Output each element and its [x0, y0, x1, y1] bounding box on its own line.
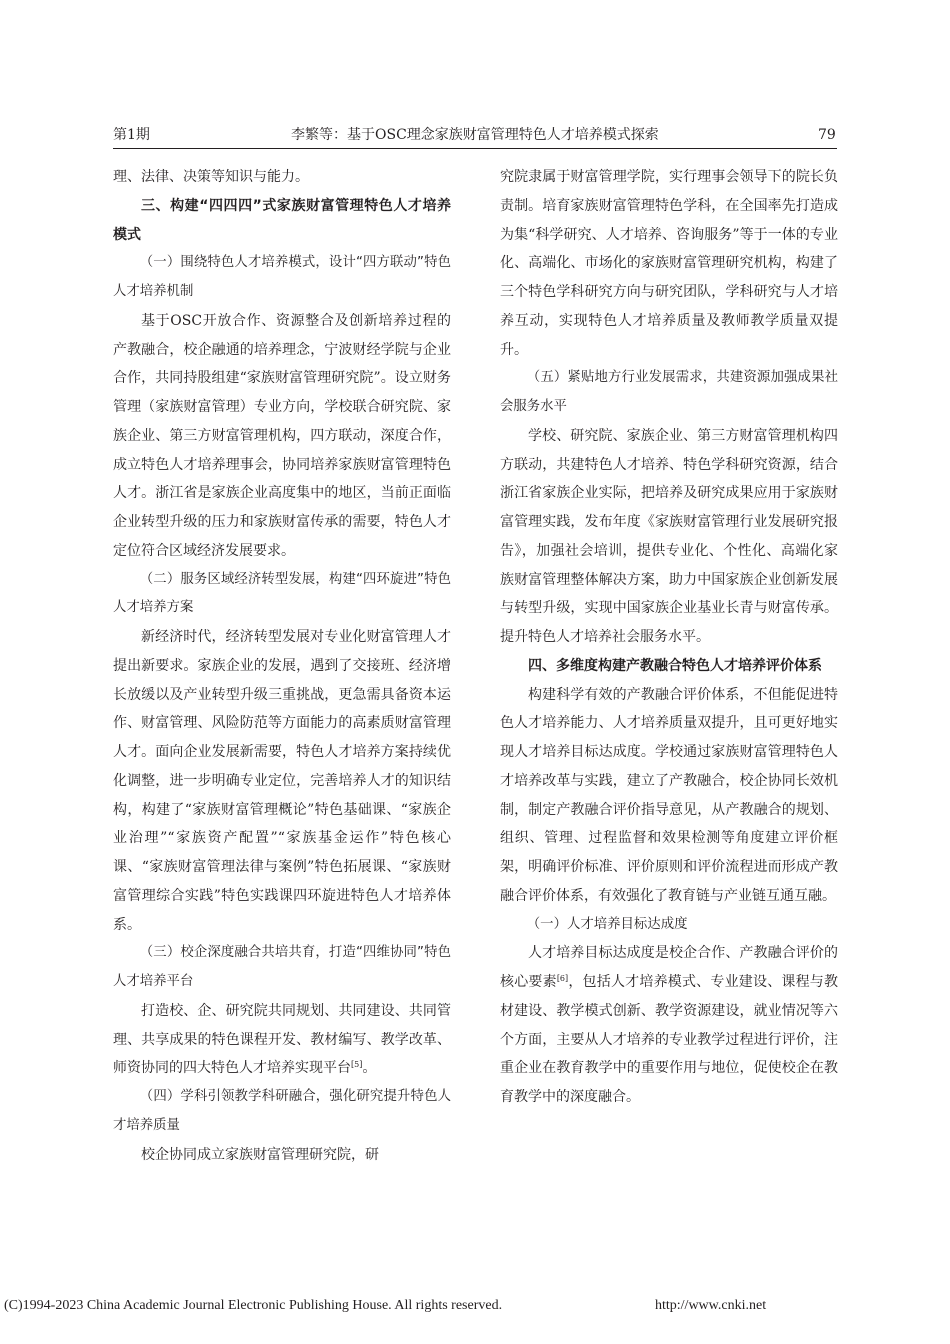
paragraph-text: 打造校、企、研究院共同规划、共同建设、共同管理、共享成果的特色课程开发、教材编写、教学改革、师资协同的四大特色人才培养实现平台	[113, 1002, 451, 1077]
subsection-heading-2: （二）服务区域经济转型发展，构建“四环旋进”特色人才培养方案	[113, 571, 451, 616]
subsection-heading-3: （三）校企深度融合共培共育，打造“四维协同”特色人才培养平台	[113, 945, 451, 989]
source-url[interactable]: http://www.cnki.net	[655, 1298, 767, 1313]
paragraph	[500, 939, 838, 1112]
section-heading-4: 四、多维度构建产教融合特色人才培养评价体系	[528, 657, 822, 674]
paragraph: 构建科学有效的产教融合评价体系，不但能促进特色人才培养能力、人才培养质量双提升，且可更好地实现人才培养目标达成度。学校通过家族财富管理特色人才培养改革与实践，建立了产教融合，校企协同长效机制，制定产教融合评价指导意见，从产教融合的规划、组织、管理、过程监督和效果检测等角度建立评价框架，明确评价标准、评价原则和评价流程进而形成产教融合评价体系，有效强化了教育链与产业链互通互融。	[500, 686, 838, 904]
running-title: 李繁等：基于OSC理念家族财富管理特色人才培养模式探索	[291, 127, 659, 143]
paragraph-text-end: 。	[362, 1060, 377, 1077]
journal-issue: 第1期	[113, 127, 150, 143]
paragraph: 新经济时代，经济转型发展对专业化财富管理人才提出新要求。家族企业的发展，遇到了交接班、经济增长放缓以及产业转型升级三重挑战，更急需具备资本运作、财富管理、风险防范等方面能力的高素质财富管理人才。面向企业发展新需要，特色人才培养方案持续优化调整，进一步明确专业定位，完善培养人才的知识结构，构建了“家族财富管理概论”特色基础课、“家族企业治理”“家族资产配置”“家族基金运作”特色核心课、“家族财富管理法律与案例”特色拓展课、“家族财富管理综合实践”特色实践课四环旋进特色人才培养体系。	[113, 629, 451, 933]
right-column	[500, 163, 838, 1112]
paragraph: 基于OSC开放合作、资源整合及创新培养过程的产教融合，校企融通的培养理念，宁波财经学院与企业合作，共同持股组建“家族财富管理研究院”。设立财务管理（家族财富管理）专业方向，学校联合研究院、家族企业、第三方财富管理机构，四方联动，深度合作，成立特色人才培养理事会，协同培养家族财富管理特色人才。浙江省是家族企业高度集中的地区，当前正面临企业转型升级的压力和家族财富传承的需要，特色人才定位符合区域经济发展要求。	[113, 312, 451, 559]
paragraph-continued: 理、法律、决策等知识与能力。	[113, 169, 309, 185]
subsection-heading-6: （一）人才培养目标达成度	[526, 916, 688, 932]
subsection-heading-1: （一）围绕特色人才培养模式，设计“四方联动”特色人才培养机制	[113, 255, 451, 299]
header-rule	[113, 148, 837, 149]
section-heading-3: 三、构建“四四四”式家族财富管理特色人才培养模式	[113, 197, 451, 243]
paragraph-continued: 究院隶属于财富管理学院，实行理事会领导下的院长负责制。培育家族财富管理特色学科，在全国率先打造成为集“科学研究、人才培养、咨询服务”等于一体的专业化、高端化、市场化的家族财富管理研究机构，构建了三个特色学科研究方向与研究团队，学科研究与人才培养互动，实现特色人才培养质量及教师教学质量双提升。	[500, 169, 838, 358]
citation-ref: [6]	[556, 974, 569, 983]
paragraph: 学校、研究院、家族企业、第三方财富管理机构四方联动，共建特色人才培养、特色学科研究资源，结合浙江省家族企业实际，把培养及研究成果应用于家族财富管理实践，发布年度《家族财富管理行业发展研究报告》，加强社会培训，提供专业化、个性化、高端化家族财富管理整体解决方案，助力中国家族企业创新发展与转型升级，实现中国家族企业基业长青与财富传承。提升特色人才培养社会服务水平。	[500, 427, 838, 645]
copyright-notice: (C)1994-2023 China Academic Journal Electronic Publishing House. All rights reserved.	[4, 1298, 503, 1313]
subsection-heading-4: （四）学科引领教学科研融合，强化研究提升特色人才培养质量	[113, 1089, 451, 1133]
paragraph	[113, 997, 451, 1083]
paragraph-text: 人才培养目标达成度是校企合作、产教融合评价的核心要素	[500, 945, 838, 990]
page-number: 79	[818, 127, 836, 143]
paragraph-text-end: ，包括人才培养模式、专业建设、课程与教材建设、教学模式创新、教学资源建设，就业情况等六个方面，主要从人才培养的专业教学过程进行评价，注重企业在教育教学中的重要作用与地位，促使校企在教育教学中的深度融合。	[500, 974, 839, 1105]
left-column	[113, 163, 451, 1169]
subsection-heading-5: （五）紧贴地方行业发展需求，共建资源加强成果社会服务水平	[500, 370, 838, 414]
citation-ref: [5]	[351, 1060, 363, 1070]
paragraph: 校企协同成立家族财富管理研究院，研	[141, 1146, 379, 1163]
